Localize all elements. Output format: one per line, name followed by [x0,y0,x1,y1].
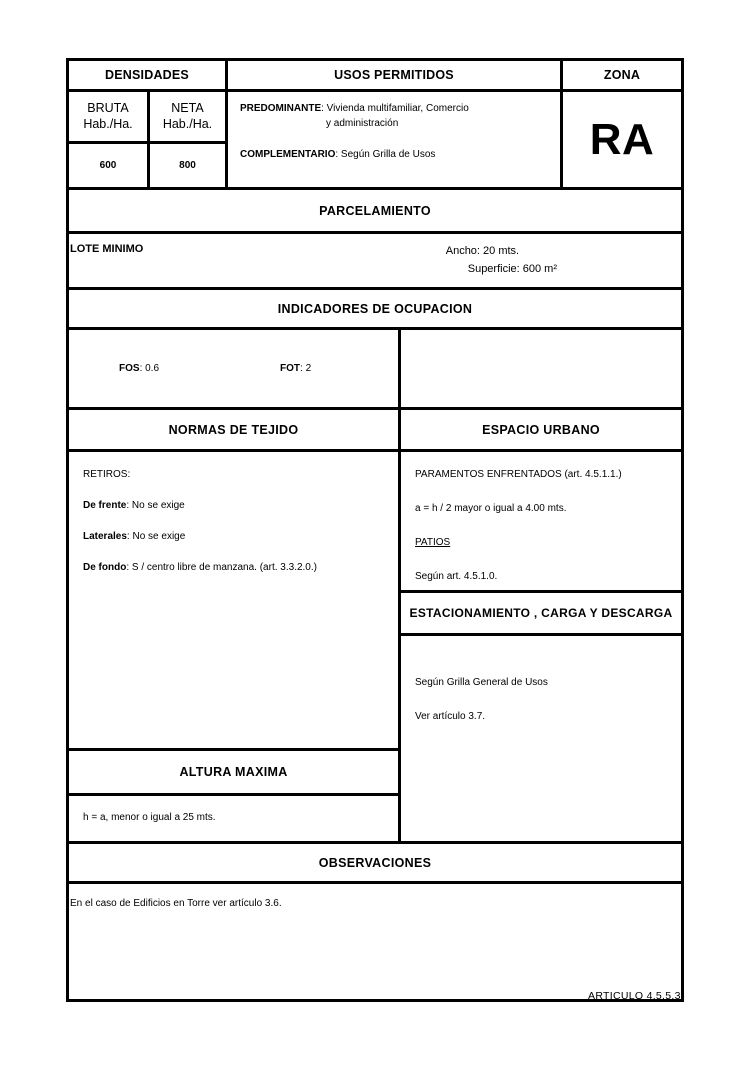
observaciones-text: En el caso de Edificios en Torre ver artículo 3.6. [70,898,282,909]
header-indicadores-ocupacion [69,290,681,327]
header-normas-tejido [69,410,398,449]
fos-label: FOS [119,363,140,374]
header-usos-permitidos [225,61,560,89]
header-zona [560,61,681,89]
fos-value: : 0.6 [139,363,160,374]
retiro-laterales [83,532,398,542]
densities-uses-zone-row [69,89,681,187]
patios-label: PATIOS [415,537,451,548]
lote-minimo-row [69,231,681,287]
density-bruta-unit: Hab./Ha. [83,117,133,132]
use-predominante-label: PREDOMINANTE [240,103,322,114]
indicadores-header-row [69,287,681,327]
use-complementario-value: : Según Grilla de Usos [335,149,436,160]
header-espacio-urbano-label: ESPACIO URBANO [482,422,600,437]
density-bruta-value: 600 [99,159,117,171]
observaciones-body [69,884,681,999]
header-altura-maxima-label: ALTURA MAXIMA [179,765,288,779]
altura-maxima-body [69,793,398,841]
paramentos-enfrentados: PARAMENTOS ENFRENTADOS (art. 4.5.1.1.) [415,469,622,480]
header-densidades-label: DENSIDADES [105,68,189,82]
header-observaciones [69,844,681,881]
article-reference: ARTICULO 4.5.5.3. [588,990,684,1002]
retiro-de-fondo-value: : S / centro libre de manzana. (art. 3.3.2.0.) [126,562,317,573]
parcelamiento-header-row [69,187,681,231]
use-predominante-line2: y administración [326,118,399,129]
density-neta-value: 800 [179,159,196,171]
use-complementario-line [240,147,560,162]
header-usos-permitidos-label: USOS PERMITIDOS [334,68,454,82]
density-neta-unit: Hab./Ha. [162,117,213,132]
header-zona-label: ZONA [603,68,641,82]
zone-code-cell [560,92,681,187]
header-estacionamiento-label: ESTACIONAMIENTO , CARGA Y DESCARGA [409,606,673,620]
density-bruta-header [69,92,147,141]
fot-value: : 2 [300,363,312,374]
altura-maxima-value: h = a, menor o igual a 25 mts. [83,812,216,823]
use-predominante-value: : Vivienda multifamiliar, Comercio [321,103,469,114]
uses-content [225,92,560,187]
header-parcelamiento [69,190,681,231]
retiros-block [69,452,398,748]
density-bruta-label: BRUTA [87,100,129,115]
header-estacionamiento [401,590,681,633]
retiro-de-frente-value: : No se exige [126,500,185,511]
observaciones-body-row [69,881,681,999]
densities-values-row [69,141,225,187]
fos-fot-blank-cell [398,330,681,407]
estacionamiento-line-1: Según Grilla General de Usos [415,677,548,688]
density-neta-label: NETA [171,100,204,115]
fos-fot-row [69,327,681,407]
header-parcelamiento-label: PARCELAMIENTO [319,203,431,218]
header-espacio-urbano [398,410,681,449]
paramentos-formula: a = h / 2 mayor o igual a 4.00 mts. [415,503,567,514]
fos-fot-cell [69,330,398,407]
densities-labels-row [69,92,225,141]
zone-code: RA [589,114,655,164]
retiros-title: RETIROS: [83,469,131,480]
use-complementario-label: COMPLEMENTARIO [240,149,336,160]
retiro-laterales-value: : No se exige [126,531,186,542]
density-bruta-value-cell [69,144,147,187]
normas-tejido-column [69,452,398,841]
normas-espacio-body-row [69,449,681,841]
densities-block [69,92,225,187]
normas-espacio-header-row [69,407,681,449]
table-header-row [69,61,681,89]
density-neta-value-cell [147,144,225,187]
espacio-urbano-body [401,452,681,590]
lote-minimo-label: LOTE MINIMO [70,243,144,255]
lote-superficie: Superficie: 600 m² [467,262,557,275]
estacionamiento-body [401,633,681,841]
header-altura-maxima [69,748,398,793]
retiro-de-fondo [83,563,398,573]
use-predominante-line [240,101,560,116]
fot-entry [159,363,311,374]
lote-minimo-cell [69,234,681,287]
header-observaciones-label: OBSERVACIONES [318,855,432,870]
uses-spacer [240,131,560,147]
header-normas-tejido-label: NORMAS DE TEJIDO [168,422,299,437]
retiro-de-frente [83,501,398,511]
fot-label: FOT [280,363,301,374]
lote-minimo-measurements [446,243,557,278]
header-densidades [69,61,225,89]
fos-entry [69,363,159,374]
espacio-urbano-column [398,452,681,841]
retiro-laterales-label: Laterales [83,531,127,542]
estacionamiento-line-2: Ver artículo 3.7. [415,711,486,722]
patios-value: Según art. 4.5.1.0. [415,571,498,582]
zoning-table [66,58,684,1002]
observaciones-header-row [69,841,681,881]
lote-ancho: Ancho: 20 mts. [445,245,520,257]
header-indicadores-ocupacion-label: INDICADORES DE OCUPACION [277,301,473,316]
density-neta-header [147,92,225,141]
retiro-de-fondo-label: De fondo [83,562,127,573]
retiro-de-frente-label: De frente [83,500,127,511]
